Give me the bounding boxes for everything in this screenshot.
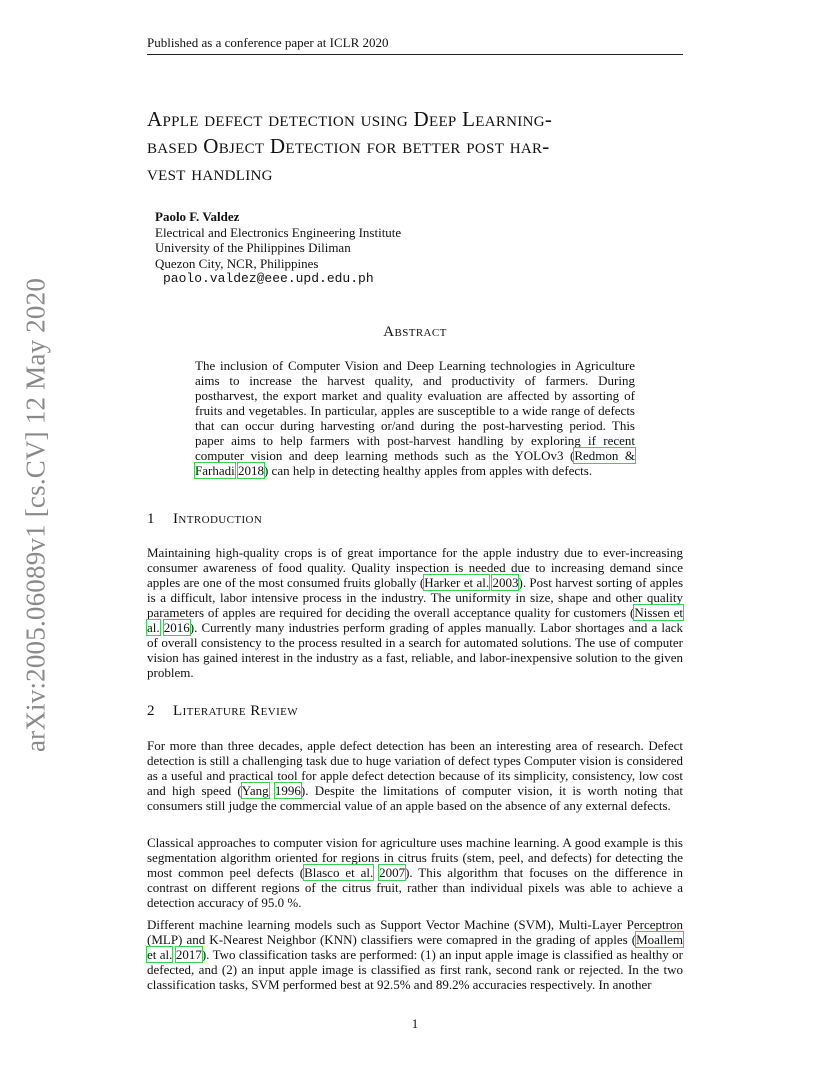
paragraph-text: ). Currently many industries perform grading of apples manually. Labor shortages and a lack of overall consistency to the process resulted in a search for automated solutions. The use of computer vision has gained interest in the industry as a fast, reliable, and labor-inexpensive solution to the given problem. <box>147 620 684 680</box>
citation-year-link[interactable]: 2017 <box>175 947 202 962</box>
paragraph-text: Classical approaches to computer vision for agriculture uses machine learning. A good example is this segmentation algorithm oriented for regions in citrus fruits (stem, peel, and defects) for detecting the most common peel defects ( <box>147 835 683 880</box>
conference-header: Published as a conference paper at ICLR 2020 <box>147 35 683 55</box>
citation-link[interactable]: Nissen et al. <box>147 605 683 635</box>
abstract-text-part: ) can help in detecting healthy apples from apples with defects. <box>263 463 593 478</box>
citation-year-link[interactable]: 2018 <box>237 463 264 478</box>
literature-paragraph-1 <box>147 738 683 813</box>
section-title: Introduction <box>173 511 263 527</box>
section-number: 1 <box>147 511 155 527</box>
author-name: Paolo F. Valdez <box>155 209 240 224</box>
author-block <box>155 209 555 287</box>
paragraph-text: ). Despite the limitations of computer vision, it is worth noting that consumers still judge the commercial value of an apple based on the absence of any external defects. <box>147 783 684 813</box>
citation-year-link[interactable]: 2016 <box>163 620 190 635</box>
introduction-paragraph <box>147 545 683 680</box>
section-title: Literature Review <box>173 703 299 719</box>
author-email[interactable]: paolo.valdez@eee.upd.edu.ph <box>163 271 374 286</box>
paper-title <box>147 106 687 187</box>
citation-year-link[interactable]: 2007 <box>379 865 406 880</box>
abstract-text <box>195 358 635 478</box>
citation-year-link[interactable]: 1996 <box>274 783 301 798</box>
paragraph-text: ). Two classification tasks are performed: (1) an input apple image is classified as healthy or defected, and (2) an input apple image is classified as first rank, second rank or rejected. In the two classification tasks, SVM performed best at 92.5% and 89.2% accuracies respectively. In another <box>147 947 684 992</box>
page-number: 1 <box>411 1016 419 1031</box>
author-affiliation-institute: Electrical and Electronics Engineering Institute <box>155 224 402 240</box>
paragraph-text: Maintaining high-quality crops is of great importance for the apple industry due to ever-increasing consumer awareness of food quality. Quality inspection is needed due to increasing demand since apples are one of the most consumed fruits globally ( <box>147 545 683 590</box>
citation-year-link[interactable]: 2003 <box>492 575 519 590</box>
paragraph-text: For more than three decades, apple defect detection has been an interesting area of research. Defect detection is still a challenging task due to huge variation of defect types Computer vision is considered as a useful and practical tool for apple defect detection because of its simplicity, consistency, low cost and high speed ( <box>147 738 683 798</box>
literature-paragraph-2 <box>147 835 683 910</box>
citation-link[interactable]: Moallem et al. <box>147 932 683 962</box>
section-heading-literature-review <box>147 703 298 720</box>
citation-link[interactable]: Blasco et al. <box>304 865 374 880</box>
paragraph-text: ). Post harvest sorting of apples is a difficult, labor intensive process in the industry. The uniformity in size, shape and other quality parameters of apples are required for deciding the overall acceptance quality for customers ( <box>147 575 684 620</box>
abstract-heading: Abstract <box>383 324 447 340</box>
abstract-text-part: The inclusion of Computer Vision and Deep Learning technologies in Agriculture aims to increase the harvest quality, and productivity of farmers. During postharvest, the export market and quality evaluation are affected by assorting of fruits and vegetables. In particular, apples are susceptible to a wide range of defects that can occur during harvesting or/and during the post-harvesting period. This paper aims to help farmers with post-harvest handling by exploring if recent computer vision and deep learning methods such as the YOLOv3 ( <box>195 358 635 463</box>
title-line-1: Apple defect detection using Deep Learning- <box>147 107 553 131</box>
paragraph-text: ). This algorithm that focuses on the difference in contrast on different regions of the citrus fruit, rather than individual pixels was able to achieve a detection accuracy of 95.0 %. <box>147 865 683 910</box>
citation-link[interactable]: Harker et al. <box>424 575 490 590</box>
arxiv-identifier-stamp: arXiv:2005.06089v1 [cs.CV] 12 May 2020 <box>20 277 51 753</box>
paragraph-text: Different machine learning models such as Support Vector Machine (SVM), Multi-Layer Perceptron (MLP) and K-Nearest Neighbor (KNN) classifiers were comapred in the grading of apples ( <box>147 917 683 947</box>
author-affiliation-university: University of the Philippines Diliman <box>155 240 351 255</box>
title-line-3: vest handling <box>147 161 273 185</box>
citation-link[interactable]: Redmon & Farhadi <box>195 448 635 478</box>
author-affiliation-location: Quezon City, NCR, Philippines <box>155 255 319 271</box>
citation-link[interactable]: Yang <box>241 783 269 798</box>
literature-paragraph-3 <box>147 917 683 992</box>
section-number: 2 <box>147 703 155 719</box>
title-line-2: based Object Detection for better post har- <box>147 134 550 158</box>
section-heading-introduction <box>147 511 262 528</box>
